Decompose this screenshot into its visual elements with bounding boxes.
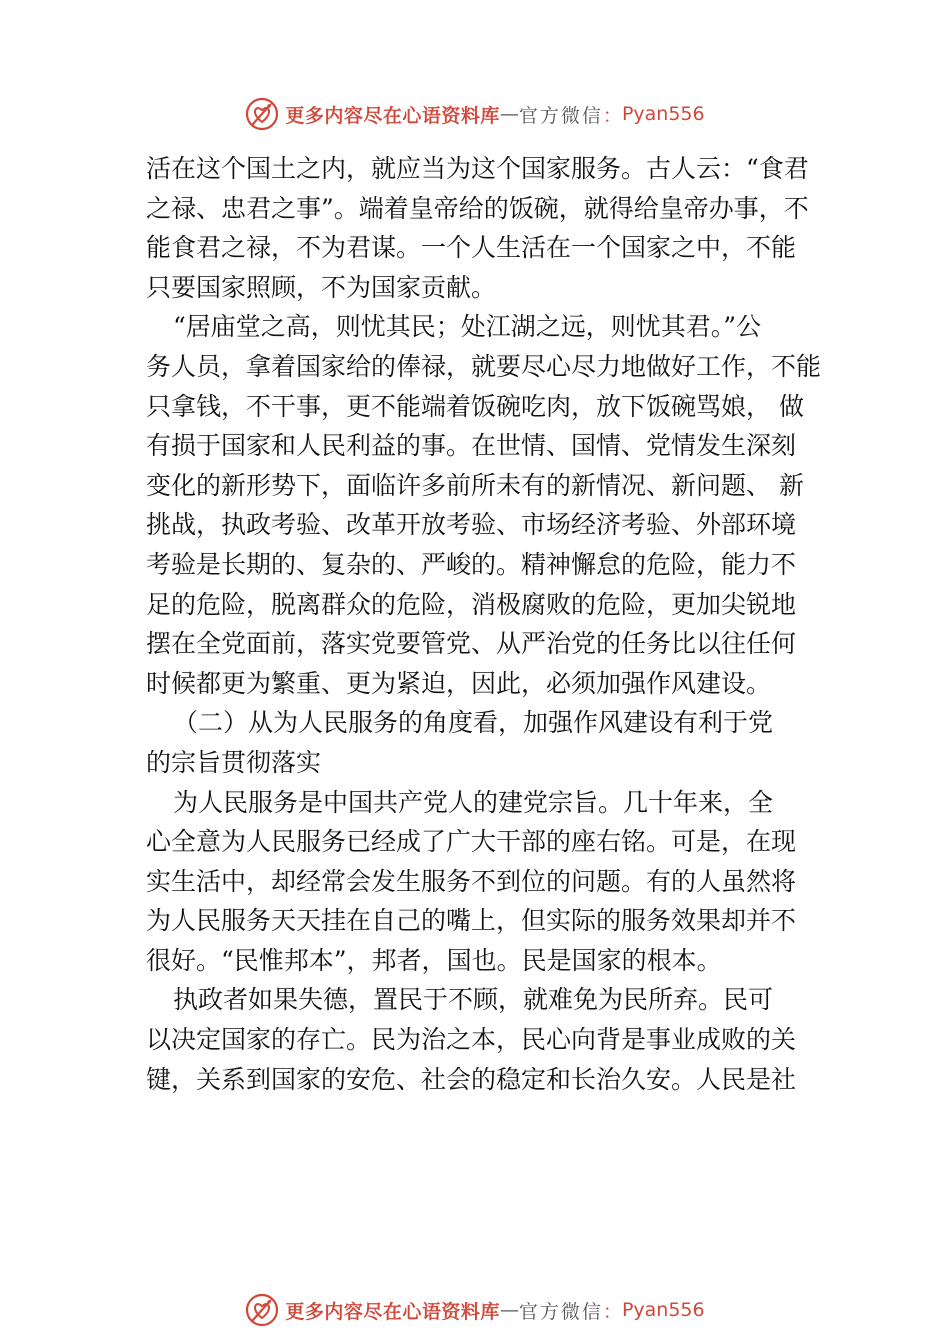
footer-brand-text: 更多内容尽在心语资料库 — [285, 1300, 500, 1323]
body-line: 很好。“民惟邦本”，邦者，国也。民是国家的根本。 — [146, 945, 722, 975]
body-line: 摆在全党面前，落实党要管党、从严治党的任务比以往任何 — [146, 629, 797, 659]
body-line: 实生活中，却经常会发生服务不到位的问题。有的人虽然将 — [146, 866, 797, 896]
body-line: “居庙堂之高，则忧其民；处江湖之远，则忧其君。”公 — [173, 312, 762, 342]
header-brand-text: 更多内容尽在心语资料库 — [285, 104, 500, 127]
body-line: 考验是长期的、复杂的、严峻的。精神懈怠的危险，能力不 — [146, 549, 797, 579]
header-dash: — — [499, 103, 519, 125]
body-line: 只拿钱，不干事，更不能端着饭碗吃肉，放下饭碗骂娘， 做 — [146, 391, 804, 421]
header-colon: ： — [602, 104, 622, 127]
body-line: 时候都更为繁重、更为紧迫，因此，必须加强作风建设。 — [146, 668, 772, 698]
footer-official-text: 官方微信 — [518, 1300, 603, 1323]
body-line: 务人员，拿着国家给的俸禄，就要尽心尽力地做好工作，不能 — [146, 351, 822, 381]
body-line: 心全意为人民服务已经成了广大干部的座右铭。可是，在现 — [146, 827, 797, 857]
footer-wechat-id: Pyan556 — [621, 1299, 705, 1321]
body-line: 只要国家照顾，不为国家贡献。 — [146, 272, 497, 302]
header-wechat-id: Pyan556 — [621, 103, 705, 125]
body-line: 以决定国家的存亡。民为治之本，民心向背是事业成败的关 — [146, 1025, 797, 1055]
body-line: 执政者如果失德，置民于不顾，就难免为民所弃。民可 — [173, 985, 774, 1015]
body-line: 键，关系到国家的安危、社会的稳定和长治久安。人民是社 — [146, 1064, 797, 1094]
body-line: 活在这个国土之内，就应当为这个国家服务。古人云：“食君 — [146, 154, 809, 183]
header-official-text: 官方微信 — [518, 104, 603, 127]
footer-dash: — — [499, 1299, 519, 1321]
body-line: 为人民服务天天挂在自己的嘴上，但实际的服务效果却并不 — [146, 906, 797, 936]
body-line: 有损于国家和人民利益的事。在世情、国情、党情发生深刻 — [146, 431, 797, 461]
document-body — [146, 149, 826, 1099]
heart-quill-logo-icon — [245, 1293, 279, 1327]
section-heading-continued: 的宗旨贯彻落实 — [146, 747, 322, 777]
footer-watermark — [0, 1290, 950, 1330]
header-watermark — [0, 94, 950, 134]
footer-colon: ： — [602, 1300, 622, 1323]
body-line: 能食君之禄，不为君谋。一个人生活在一个国家之中，不能 — [146, 233, 797, 263]
body-line: 之禄、忠君之事”。端着皇帝给的饭碗，就得给皇帝办事，不 — [146, 193, 809, 223]
section-heading: （二）从为人民服务的角度看，加强作风建设有利于党 — [173, 708, 774, 738]
heart-quill-logo-icon — [245, 97, 279, 131]
body-line: 挑战，执政考验、改革开放考验、市场经济考验、外部环境 — [146, 510, 797, 540]
body-line: 足的危险，脱离群众的危险，消极腐败的危险，更加尖锐地 — [146, 589, 797, 619]
body-line: 变化的新形势下，面临许多前所未有的新情况、新问题、 新 — [146, 470, 804, 500]
body-line: 为人民服务是中国共产党人的建党宗旨。几十年来，全 — [173, 787, 774, 817]
